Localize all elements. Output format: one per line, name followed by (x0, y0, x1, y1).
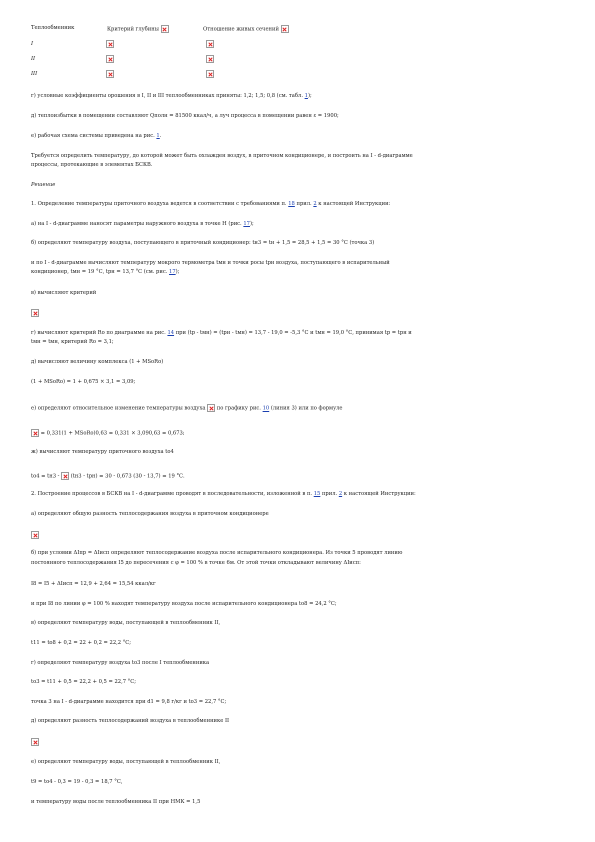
paragraph: е) рабочая схема системы приведена на рис. 1. (31, 133, 162, 139)
link-figure[interactable]: 14 (167, 330, 175, 336)
table-header-section-ratio: Отношение живых сечений (203, 25, 289, 33)
formula-image (31, 738, 575, 747)
link-clause[interactable]: 18 (288, 201, 295, 207)
link-clause[interactable]: 15 (313, 491, 321, 497)
table-header-exchanger: Теплообменник (31, 25, 75, 31)
paragraph: t11 = tо8 + 0,2 = 22 + 0,2 = 22,2 °С; (31, 640, 132, 646)
broken-image-icon (106, 40, 114, 48)
paragraph: е) определяют относительное изменение температуры воздуха по графику рис. 10 (линия 3) или по формуле (31, 405, 343, 412)
paragraph: а) на I - d-диаграмме наносят параметры наружного воздуха в точке Н (рис. 17); (31, 221, 254, 227)
paragraph: д) вычисляют величину комплекса (1 + MSoRo) (31, 359, 164, 365)
paragraph: 2. Построение процессов в БСКВ на I - d-диаграмме проводят в последовательности, изложенной в п. 15 прил. 2 к настоящей Инструкции: (31, 491, 416, 497)
row-label: I (31, 41, 34, 47)
paragraph: в) вычисляют критерий (31, 290, 97, 296)
paragraph: Требуется определить температуру, до которой может быть охлажден воздух, в приточном кондиционере, и построить на I - d-диаграмме (31, 153, 413, 159)
paragraph: д) определяют разность теплосодержаний воздуха в теплообменнике II (31, 718, 230, 724)
row-label: II (31, 56, 36, 62)
paragraph: ж) вычисляют температуру приточного воздуха tо4 (31, 449, 174, 455)
broken-image-icon (31, 531, 39, 539)
broken-image-icon (206, 55, 214, 63)
solution-heading: Решение (31, 182, 56, 188)
paragraph: tо3 = t11 + 0,5 = 22,2 + 0,5 = 22,7 °С; (31, 679, 136, 685)
row-label: III (31, 71, 38, 77)
broken-image-icon (31, 429, 39, 437)
link-figure[interactable]: 1 (156, 133, 160, 139)
paragraph: е) определяют температуру воды, поступающей в теплообменник II, (31, 759, 221, 765)
paragraph: и при I8 по линии φ = 100 % находят температуру воздуха после испарительного кондиционера tо8 = 24,2 °С; (31, 601, 337, 607)
paragraph: I8 = I5 + ΔIисп = 12,9 + 2,64 = 15,54 ккал/кг (31, 581, 156, 587)
broken-image-icon (207, 404, 215, 412)
paragraph: г) определяют температуру воздуха tо3 после I теплообменника (31, 660, 210, 666)
paragraph: (1 + MSoRo) = 1 + 0,675 × 3,1 = 3,09; (31, 379, 136, 385)
broken-image-icon (161, 25, 169, 33)
paragraph: и температуру воды после теплообменника II при НМК = 1,5 (31, 799, 201, 805)
paragraph: д) теплоизбытки в помещении составляют Qполн = 81500 ккал/ч, а луч процесса в помещении равен ε = 1900; (31, 113, 339, 119)
paragraph: процессы, протекающие в элементах БСКВ. (31, 162, 153, 168)
link-figure[interactable]: 17 (243, 221, 250, 227)
broken-image-icon (106, 55, 114, 63)
broken-image-icon (281, 25, 289, 33)
paragraph: точка 3 на I - d-диаграмме находится при d1 = 9,8 г/кг и tо3 = 22,7 °С; (31, 699, 227, 705)
link-appendix[interactable]: 2 (313, 201, 317, 207)
broken-image-icon (206, 40, 214, 48)
paragraph: в) определяют температуру воды, поступающей в теплообменник II, (31, 620, 221, 626)
formula-image (31, 309, 575, 318)
paragraph: г) вычисляют критерий Ro по диаграмме на рис. 14 при (tр - tмн) = (tрн - tмн) = 13,7 - 19,0 = -5,3 °С и tмн = 19,0 °С, принимая tр = tрн и (31, 330, 412, 336)
formula-line: tо4 = tн3 - (tн3 - tрн) = 30 - 0,673 (30 - 13,7) = 19 °С. (31, 473, 185, 480)
link-figure[interactable]: 17 (169, 269, 176, 275)
paragraph: б) определяют температуру воздуха, поступающего в приточный кондиционер: tн3 = tн + 1,5 = 28,5 + 1,5 = 30 °С (точка 3) (31, 240, 375, 246)
paragraph: t9 = tо4 - 0,3 = 19 - 0,3 = 18,7 °С, (31, 779, 123, 785)
paragraph: г) условные коэффициенты орошения в I, II и III теплообменниках приняты: 1,2; 1,5; 0,8 (см. табл. 1); (31, 93, 312, 99)
broken-image-icon (206, 70, 214, 78)
paragraph: и по I - d-диаграмме вычисляют температуру мокрого термометра tмн и точки росы tрн воздуха, поступающего в испарительный (31, 260, 390, 266)
paragraph: кондиционер, tмн = 19 °С, tрн = 13,7 °С (см. рис. 17); (31, 269, 180, 275)
paragraph: 1. Определение температуры приточного воздуха ведется в соответствии с требованиями п. 18 прил. 2 к настоящей Инструкции: (31, 201, 391, 207)
broken-image-icon (61, 472, 69, 480)
paragraph: а) определяют общую разность теплосодержания воздуха в приточном кондиционере (31, 511, 269, 517)
broken-image-icon (106, 70, 114, 78)
paragraph: б) при условии ΔIпр = ΔIисп определяют теплосодержание воздуха после испарительного кондиционера. Из точки 5 проводят линию (31, 550, 403, 556)
paragraph: постоянного теплосодержания I5 до пересечения с φ = 100 % в точке 6м. От этой точки откладывают величину ΔIисп: (31, 560, 361, 566)
broken-image-icon (31, 309, 39, 317)
broken-image-icon (31, 738, 39, 746)
formula-line: = 0,331(1 + MSoRo)0,63 = 0,331 × 3,090,63 = 0,673; (31, 429, 575, 438)
formula-image (31, 531, 575, 540)
link-appendix[interactable]: 2 (338, 491, 343, 497)
link-figure[interactable]: 10 (262, 405, 270, 412)
paragraph: tмн = tмн, критерий Ro = 3,1; (31, 339, 114, 345)
link-table[interactable]: 1 (304, 93, 308, 99)
table-header-depth-criterion: Критерий глубины (107, 25, 169, 33)
